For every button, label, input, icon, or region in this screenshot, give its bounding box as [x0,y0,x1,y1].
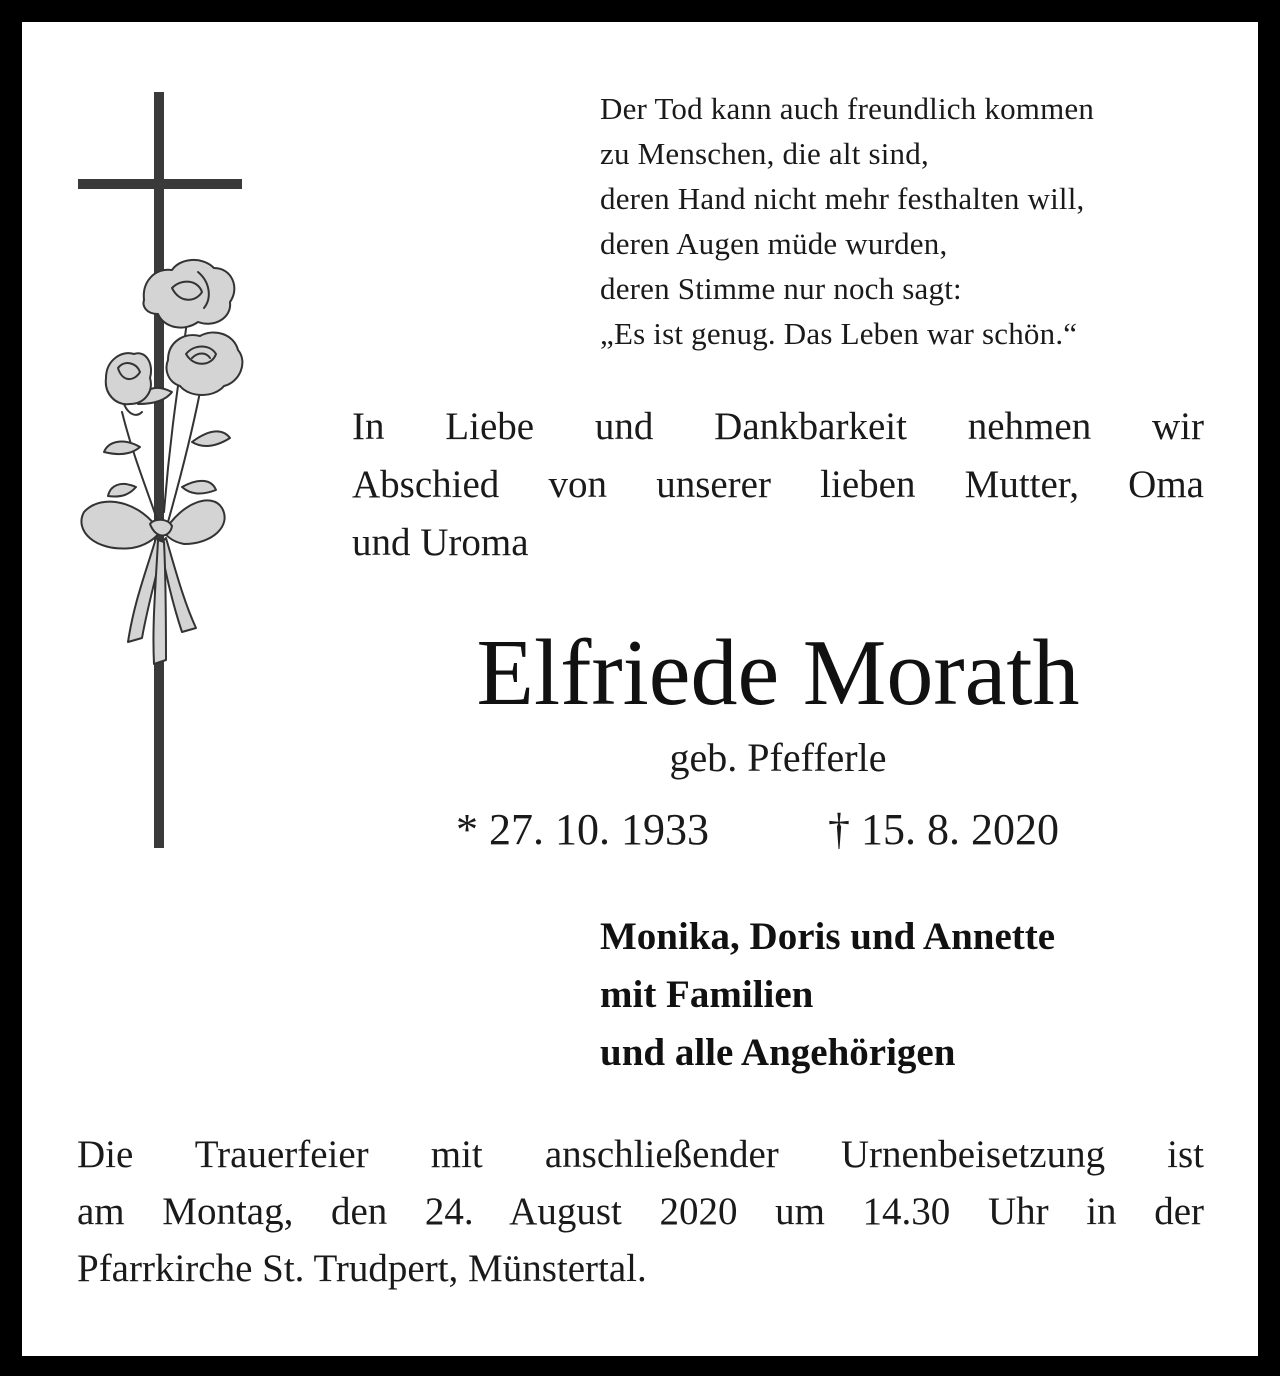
birth-date: * 27. 10. 1933 [456,805,709,854]
mourners-line: und alle Angehörigen [600,1031,956,1074]
poem [600,86,1220,356]
farewell-intro [352,398,1204,572]
intro-line: In Liebe und Dankbarkeit nehmen wir [352,405,1204,448]
service-notice [77,1126,1204,1297]
mourners [600,908,1220,1082]
poem-line: deren Augen müde wurden, [600,226,948,261]
obituary-card [22,22,1258,1356]
service-line: Die Trauerfeier mit anschließender Urnenbeisetzung ist [77,1133,1204,1176]
poem-line: „Es ist genug. Das Leben war schön.“ [600,316,1078,351]
service-line: am Montag, den 24. August 2020 um 14.30 Uhr in der [77,1190,1204,1233]
intro-line: Abschied von unserer lieben Mutter, Oma [352,463,1204,506]
poem-line: deren Stimme nur noch sagt: [600,271,962,306]
poem-line: Der Tod kann auch freundlich kommen [600,91,1095,126]
death-date: † 15. 8. 2020 [828,805,1059,854]
poem-line: zu Menschen, die alt sind, [600,136,929,171]
mourners-line: mit Familien [600,973,814,1016]
birth-name: geb. Pfefferle [669,735,887,780]
mourners-line: Monika, Doris und Annette [600,915,1056,958]
cross-vertical-bar [154,92,164,848]
poem-line: deren Hand nicht mehr festhalten will, [600,181,1085,216]
deceased-name: Elfriede Morath [476,621,1080,725]
cross-with-roses-icon [72,92,262,852]
cross-horizontal-bar [78,179,242,189]
intro-line: und Uroma [352,521,529,564]
service-line: Pfarrkirche St. Trudpert, Münstertal. [77,1247,647,1290]
